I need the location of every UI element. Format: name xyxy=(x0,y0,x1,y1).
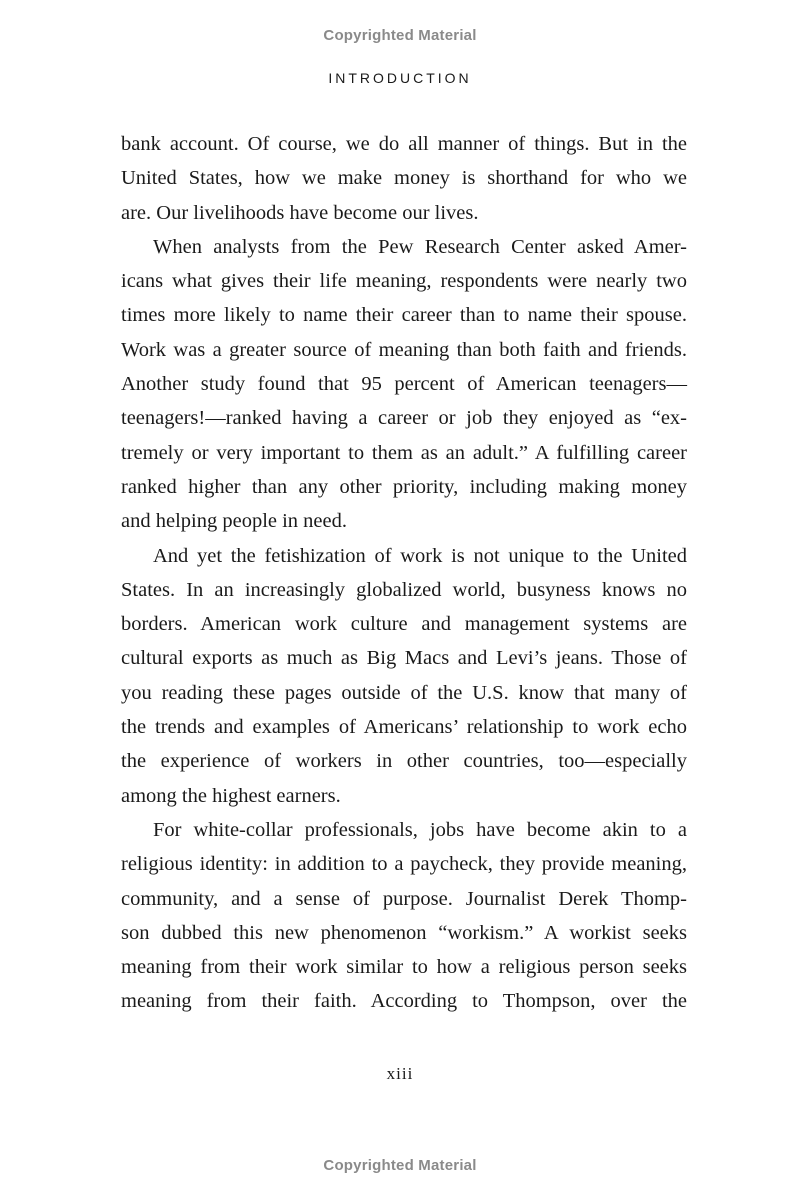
paragraph-3 xyxy=(121,539,687,813)
page-number: xiii xyxy=(386,1064,414,1083)
text-line: and helping people in need. xyxy=(121,510,348,533)
text-line: United States, how we make money is shorthand for who we xyxy=(121,167,687,190)
text-line: teenagers!—ranked having a career or job they enjoyed as “ex- xyxy=(121,407,687,430)
text-line: cultural exports as much as Big Macs and Levi’s jeans. Those of xyxy=(121,647,687,670)
text-line: the experience of workers in other countries, too—especially xyxy=(121,750,687,773)
running-head: INTRODUCTION xyxy=(328,70,472,86)
text-line: religious identity: in addition to a paycheck, they provide meaning, xyxy=(121,853,687,876)
copyright-watermark-top: Copyrighted Material xyxy=(323,27,477,44)
text-line: you reading these pages outside of the U.S. know that many of xyxy=(121,681,687,704)
text-line: meaning from their faith. According to Thompson, over the xyxy=(121,990,687,1013)
text-line: among the highest earners. xyxy=(121,784,341,807)
paragraph-1 xyxy=(121,127,687,230)
text-line: son dubbed this new phenomenon “workism.” A workist seeks xyxy=(121,921,687,944)
text-line: tremely or very important to them as an adult.” A fulfilling career xyxy=(121,441,687,464)
paragraph-2 xyxy=(121,230,687,539)
text-line: Work was a greater source of meaning than both faith and friends. xyxy=(121,338,687,361)
text-line: are. Our livelihoods have become our lives. xyxy=(121,201,479,224)
paragraph-4 xyxy=(121,813,687,1019)
text-line: community, and a sense of purpose. Journalist Derek Thomp- xyxy=(121,887,687,910)
text-line: the trends and examples of Americans’ relationship to work echo xyxy=(121,716,687,739)
text-line: ranked higher than any other priority, including making money xyxy=(121,475,687,498)
page-body xyxy=(121,127,687,1019)
text-line: bank account. Of course, we do all manner of things. But in the xyxy=(121,133,687,155)
text-line: icans what gives their life meaning, respondents were nearly two xyxy=(121,270,687,293)
text-line: When analysts from the Pew Research Center asked Amer- xyxy=(153,235,687,258)
text-line: Another study found that 95 percent of American teenagers— xyxy=(121,373,687,396)
text-line: meaning from their work similar to how a religious person seeks xyxy=(121,956,687,979)
text-line: times more likely to name their career than to name their spouse. xyxy=(121,304,687,327)
text-line: For white-collar professionals, jobs have become akin to a xyxy=(153,818,687,841)
text-line: And yet the fetishization of work is not unique to the United xyxy=(153,544,687,567)
copyright-watermark-bottom: Copyrighted Material xyxy=(323,1157,477,1174)
text-line: borders. American work culture and management systems are xyxy=(121,613,687,636)
text-line: States. In an increasingly globalized world, busyness knows no xyxy=(121,578,687,601)
